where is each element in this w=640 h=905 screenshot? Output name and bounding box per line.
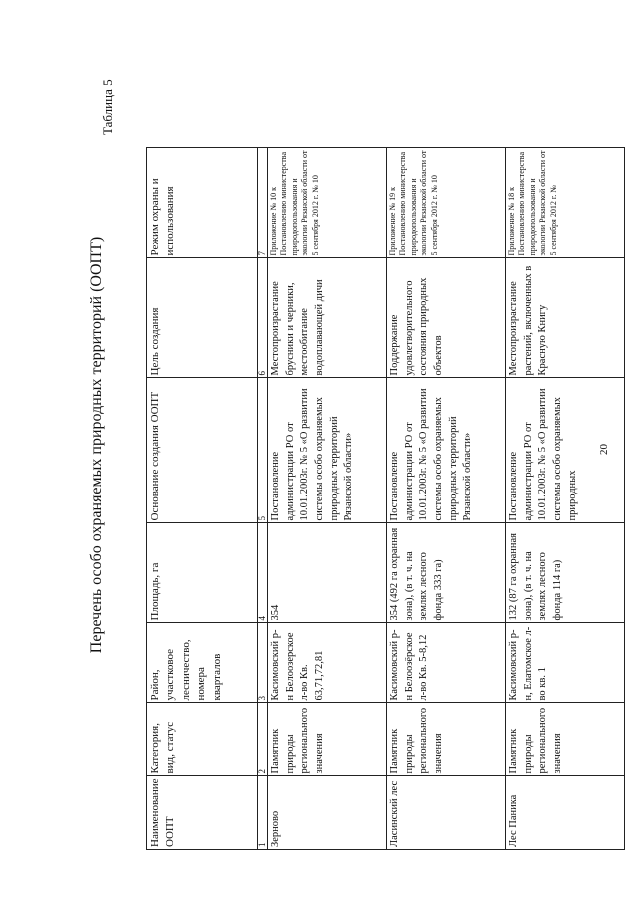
cell-basis: Постановление администрации РО от 10.01.2003г. № 5 «О развитии системы особо охраняемых природных территорий Рязанской области» [268, 378, 387, 523]
column-number-row [258, 148, 268, 850]
column-number: 3 [258, 623, 268, 703]
cell-category: Памятник природы регионального значения [387, 703, 506, 776]
header-cell: Цель создания [147, 258, 258, 378]
oopt-table [146, 147, 625, 850]
cell-district: Касимовский р-н, Елатомское л-во кв. 1 [506, 623, 625, 703]
cell-basis: Постановление администрации РО от 10.01.2003г. № 5 «О развитии системы особо охраняемых природных [506, 378, 625, 523]
column-number: 7 [258, 148, 268, 258]
cell-district: Касимовский р-н Белоозерское л-во Кв. 63,71,72,81 [268, 623, 387, 703]
table-number: Таблица 5 [100, 79, 115, 135]
table-row [506, 148, 625, 850]
cell-category: Памятник природы регионального значения [268, 703, 387, 776]
cell-basis: Постановление администрации РО от 10.01.2003г. № 5 «О развитии системы особо охраняемых природных территорий Рязанской области» [387, 378, 506, 523]
header-cell: Район, участковое лесничество, номера кварталов [147, 623, 258, 703]
header-row [147, 148, 258, 850]
header-cell: Наименование ООПТ [147, 776, 258, 850]
cell-name: Зерново [268, 776, 387, 850]
column-number: 1 [258, 776, 268, 850]
cell-purpose: Поддержание удовлетворительного состояния природных объектов [387, 258, 506, 378]
header-cell: Категория, вид, статус [147, 703, 258, 776]
cell-regime: Приложение № 10 к Постановлению министерства природопользования и экологии Рязанской области от 5 сентября 2012 г. № 10 [268, 148, 387, 258]
cell-area: 354 (492 га охранная зона), (в т. ч. на землях лесного фонда 333 га) [387, 523, 506, 623]
cell-regime: Приложение № 19 к Постановлению министерства природопользования и экологии Рязанской области от 5 сентября 2012 г. № 10 [387, 148, 506, 258]
page-number: 20 [598, 444, 610, 455]
cell-regime: Приложение № 18 к Постановлению министерства природопользования и экологии Рязанской области от 5 сентября 2012 г. № [506, 148, 625, 258]
table-row [387, 148, 506, 850]
header-cell: Режим охраны и использования [147, 148, 258, 258]
cell-area: 132 (87 га охранная зона), (в т. ч. на землях лесного фонда 114 га) [506, 523, 625, 623]
header-cell: Площадь, га [147, 523, 258, 623]
cell-name: Лес Паника [506, 776, 625, 850]
column-number: 4 [258, 523, 268, 623]
cell-purpose: Местопроизрастание брусники и черники, местообитание водоплавающей дичи [268, 258, 387, 378]
table-row [268, 148, 387, 850]
column-number: 2 [258, 703, 268, 776]
document-title: Перечень особо охраняемых природных территорий (ООПТ) [88, 236, 105, 654]
cell-name: Ласинский лес [387, 776, 506, 850]
column-number: 5 [258, 378, 268, 523]
cell-purpose: Местопроизрастание растений, включенных в Красную Книгу [506, 258, 625, 378]
cell-district: Касимовский р-н Белоозёрское л-во Кв. 5-8,12 [387, 623, 506, 703]
cell-category: Памятник природы регионального значения [506, 703, 625, 776]
column-number: 6 [258, 258, 268, 378]
header-cell: Основание создания ООПТ [147, 378, 258, 523]
cell-area: 354 [268, 523, 387, 623]
